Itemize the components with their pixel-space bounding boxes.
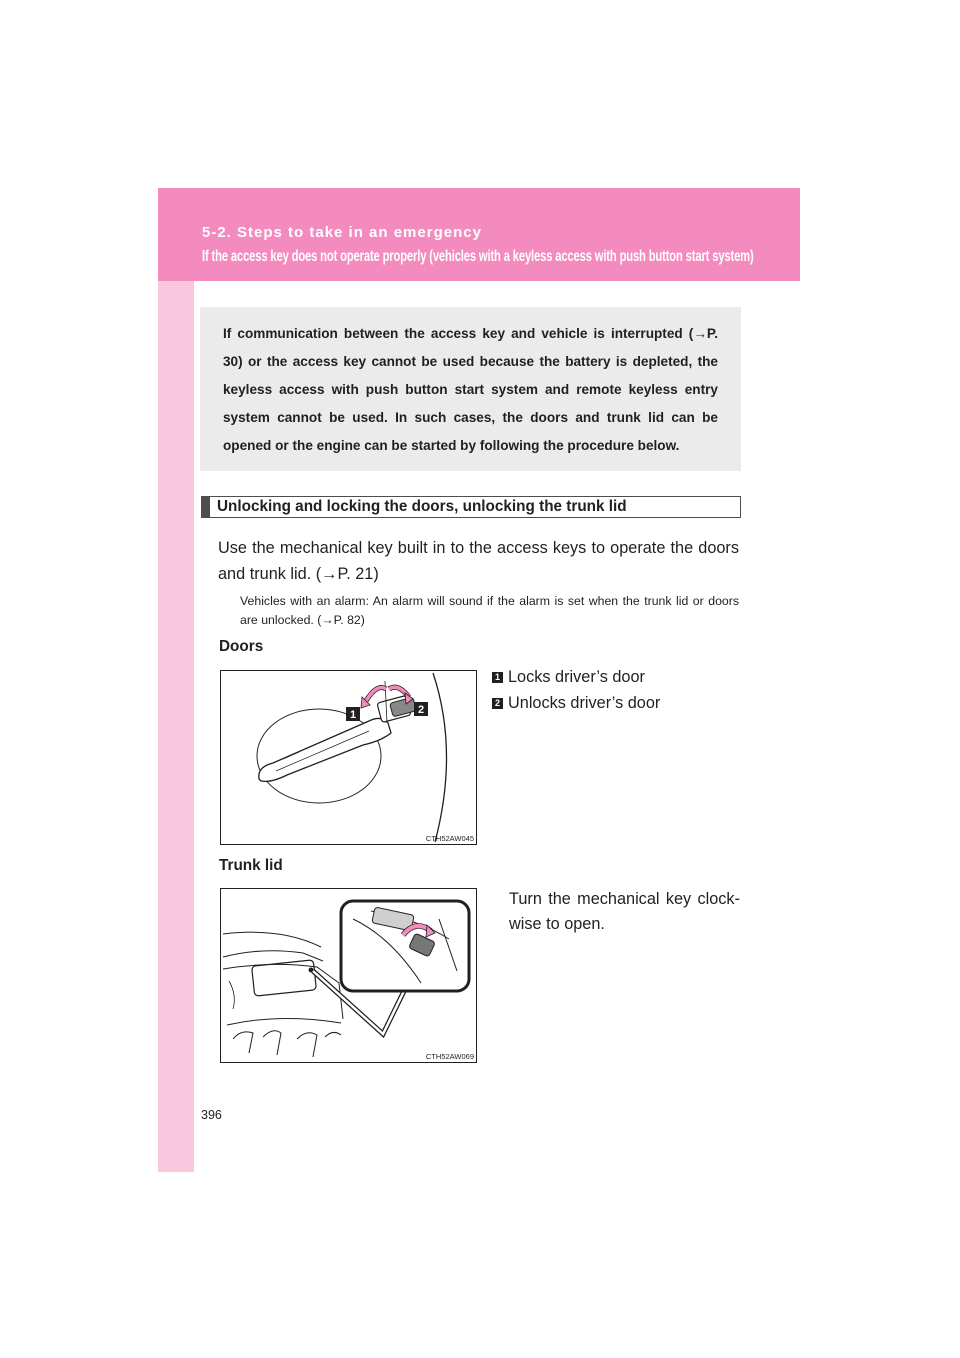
subheading-marker [202, 497, 210, 517]
intro-text: If communication between the access key and vehicle is interrupted (→P. 30) or the access key cannot be used because the battery is depleted, the keyless access with push button start system and remote keyless entry system cannot be used. In such cases, the doors and trunk lid can be opened or the engine can be started by following the procedure below. [223, 326, 718, 453]
subheading-bar [201, 496, 741, 518]
page-title: If the access key does not operate properly (vehicles with a keyless access with push button start system) [202, 248, 754, 265]
legend-item-1 [492, 667, 645, 687]
legend-text-1: Locks driver’s door [508, 667, 645, 686]
page-number: 396 [201, 1108, 222, 1122]
trunk-instruction: Turn the mechanical key clock-wise to open. [509, 890, 740, 933]
legend-item-2 [492, 693, 660, 713]
trunk-figure-code: CTH52AW069 [425, 1052, 474, 1061]
legend-text-2: Unlocks driver’s door [508, 693, 661, 712]
door-figure-code: CTH52AW045 [425, 834, 474, 843]
side-band [158, 188, 194, 1172]
door-handle-figure [220, 670, 477, 845]
subheading-text: Unlocking and locking the doors, unlocking the trunk lid [217, 498, 627, 515]
trunk-lid-figure [220, 888, 477, 1063]
legend-badge-2: 2 [492, 698, 503, 709]
alarm-note: Vehicles with an alarm: An alarm will sound if the alarm is set when the trunk lid or doors are unlocked. (→P. 82) [240, 594, 739, 627]
doors-heading: Doors [219, 638, 264, 655]
trunk-heading: Trunk lid [219, 857, 283, 874]
door-handle-illustration [221, 671, 476, 844]
trunk-lid-illustration [221, 889, 476, 1062]
legend-badge-1: 1 [492, 672, 503, 683]
callout-2: 2 [417, 704, 425, 716]
section-label: 5-2. Steps to take in an emergency [202, 224, 482, 241]
callout-1: 1 [349, 709, 357, 721]
intro-box [200, 307, 741, 471]
body-text: Use the mechanical key built in to the access keys to operate the doors and trunk lid. (→P. 21) [218, 539, 739, 583]
